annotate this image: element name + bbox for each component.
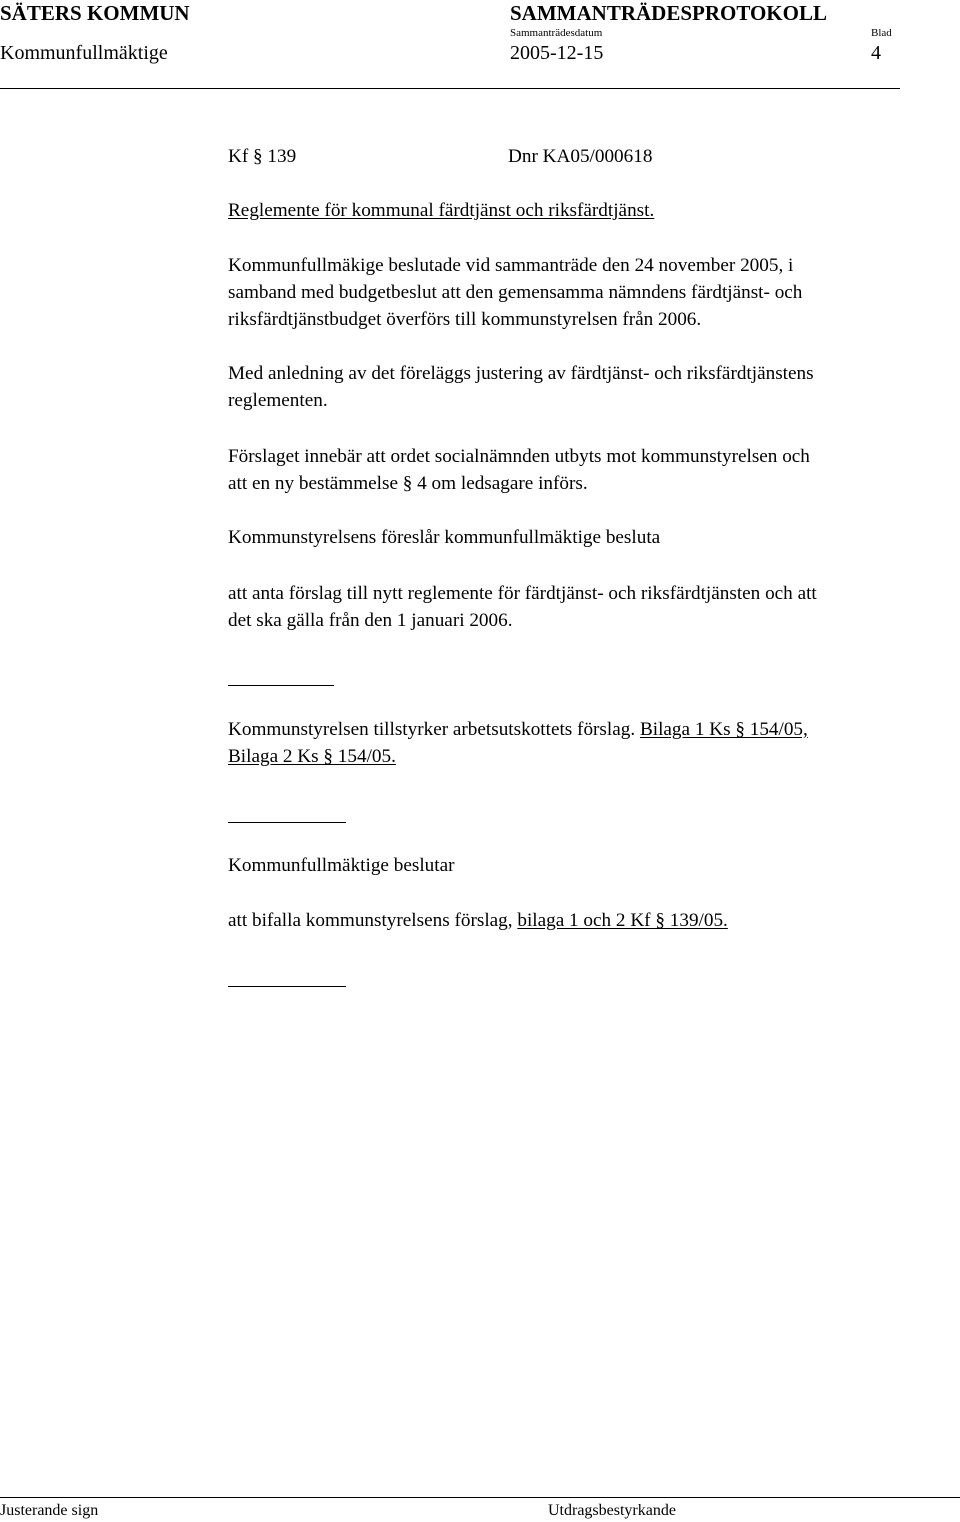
paragraph-line: reglementen. (228, 390, 328, 411)
municipality-name: SÄTERS KOMMUN (0, 1, 190, 25)
header-divider (0, 88, 900, 89)
utdrag-label: Utdragsbestyrkande (548, 1502, 676, 1519)
decision-attachment-link: bilaga 1 och 2 Kf § 139/05. (517, 910, 728, 931)
ks-statement: Kommunstyrelsen tillstyrker arbetsutskottets förslag. (228, 719, 636, 740)
case-dnr: Dnr KA05/000618 (508, 146, 653, 167)
paragraph-line: Kommunfullmäkige beslutade vid sammanträde den 24 november 2005, i (228, 255, 794, 276)
decision-text: att bifalla kommunstyrelsens förslag, (228, 910, 513, 931)
page-label: Blad (871, 27, 892, 39)
ks-proposal-line: att anta förslag till nytt reglemente för färdtjänst- och riksfärdtjänsten och att (228, 583, 817, 604)
section-divider (228, 822, 346, 823)
decision-heading: Kommunfullmäktige beslutar (228, 855, 455, 876)
body-name: Kommunfullmäktige (0, 42, 168, 64)
page-number: 4 (871, 42, 881, 64)
paragraph-line: riksfärdtjänstbudget överförs till kommunstyrelsen från 2006. (228, 309, 702, 330)
ks-attachment-link: Bilaga 1 Ks § 154/05, (639, 719, 808, 740)
ks-proposal-heading: Kommunstyrelsens föreslår kommunfullmäktige besluta (228, 527, 661, 548)
section-divider (228, 986, 346, 987)
case-title: Reglemente för kommunal färdtjänst och riksfärdtjänst. (228, 200, 655, 221)
decision-line (228, 907, 728, 934)
ks-proposal-line: det ska gälla från den 1 januari 2006. (228, 610, 513, 631)
section-divider (228, 685, 334, 686)
ks-statement-line (228, 716, 808, 743)
meeting-date-label: Sammanträdesdatum (510, 27, 603, 39)
paragraph-line: Förslaget innebär att ordet socialnämnden utbyts mot kommunstyrelsen och (228, 446, 810, 467)
footer-divider (0, 1497, 960, 1498)
paragraph-line: Med anledning av det föreläggs justering av färdtjänst- och riksfärdtjänstens (228, 363, 814, 384)
paragraph-line: samband med budgetbeslut att den gemensamma nämndens färdtjänst- och (228, 282, 803, 303)
document-type: SAMMANTRÄDESPROTOKOLL (510, 1, 827, 25)
case-number: Kf § 139 (228, 146, 297, 167)
ks-attachment-link: Bilaga 2 Ks § 154/05. (228, 746, 396, 767)
justering-label: Justerande sign (0, 1502, 99, 1519)
meeting-date: 2005-12-15 (510, 42, 604, 64)
paragraph-line: att en ny bestämmelse § 4 om ledsagare införs. (228, 473, 588, 494)
